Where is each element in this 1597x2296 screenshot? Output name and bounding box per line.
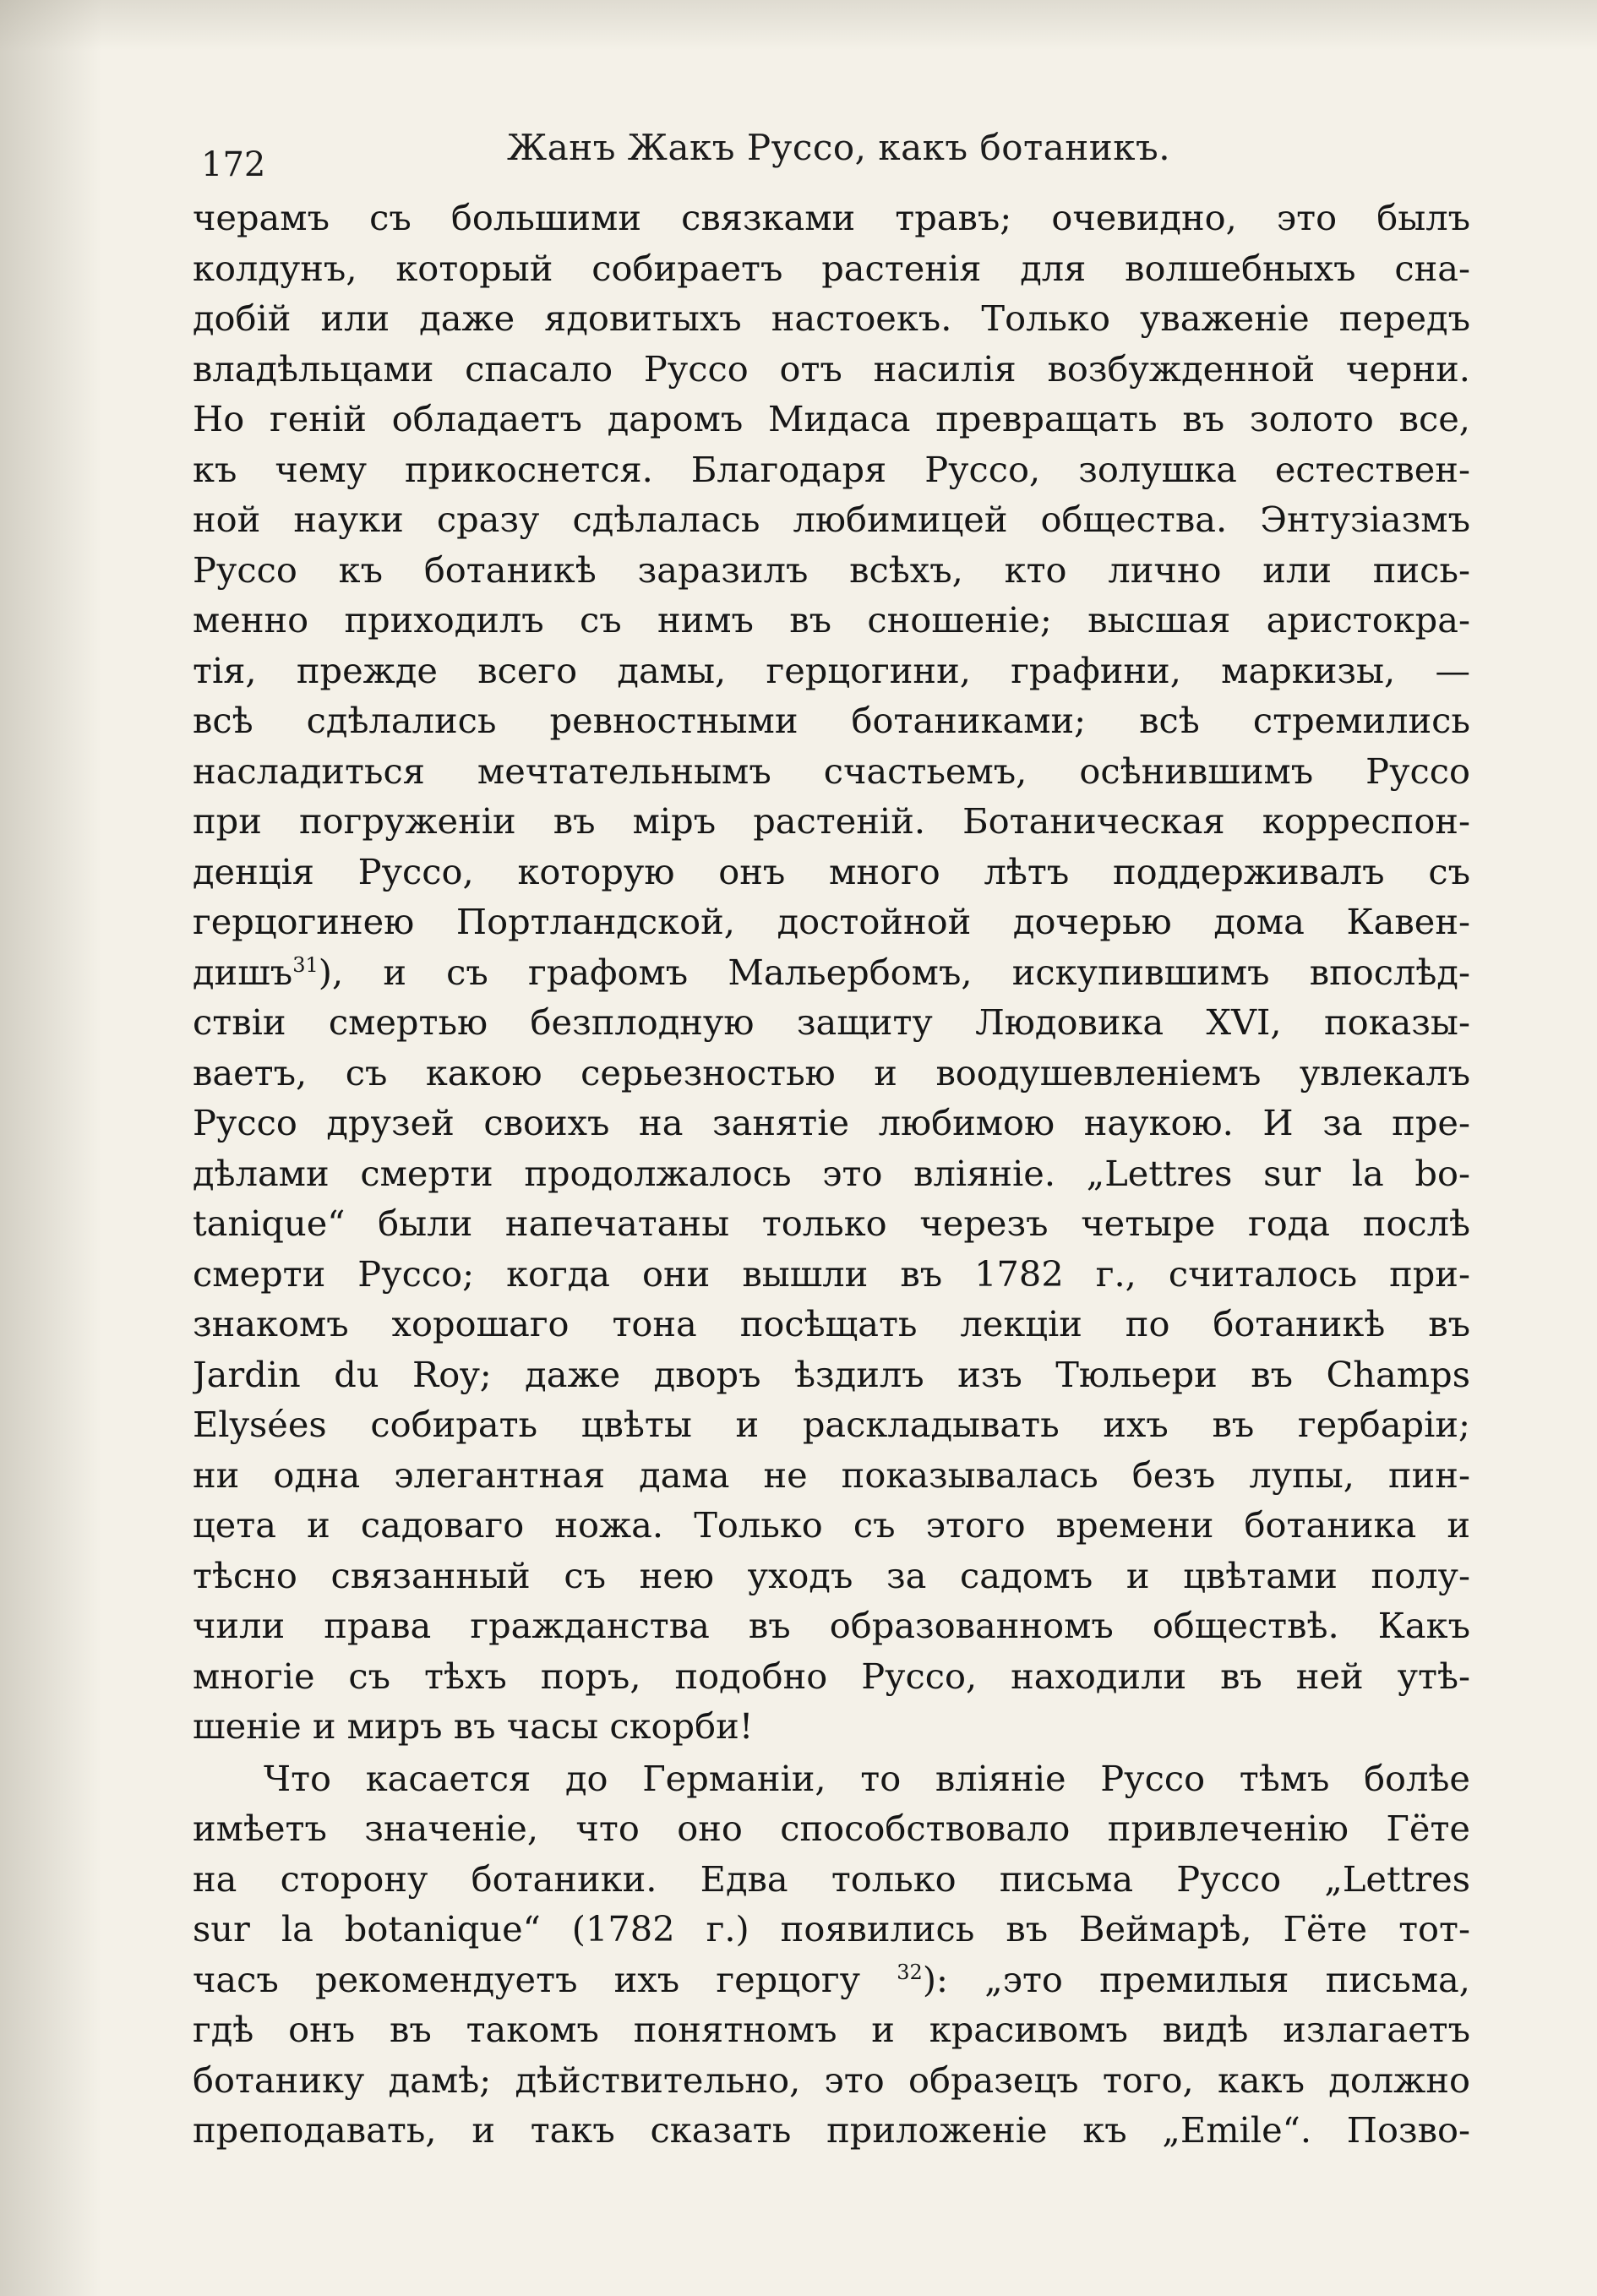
text-line: гдѣ онъ въ такомъ понятномъ и красивомъ видѣ излагаетъ <box>193 2009 1470 2050</box>
text-line: многіе съ тѣхъ поръ, подобно Руссо, находили въ ней утѣ- <box>193 1655 1470 1697</box>
text-line: Но геній обладаетъ даромъ Мидаса превращать въ золото все, <box>193 398 1470 439</box>
text-line: Руссо къ ботаникѣ заразилъ всѣхъ, кто лично или пись- <box>193 548 1470 591</box>
text-line: герцогинею Портландской, достойной дочерью дома Кавен- <box>193 901 1470 942</box>
text-line: черамъ съ большими связками травъ; очевидно, это былъ <box>193 197 1470 238</box>
text-line: при погруженіи въ міръ растеній. Ботаническая корреспон- <box>193 800 1470 842</box>
text-line: Руссо друзей своихъ на занятіе любимою наукою. И за пре- <box>193 1102 1470 1143</box>
text-line: всѣ сдѣлались ревностными ботаниками; всѣ стремились <box>193 700 1470 741</box>
page-body <box>193 193 1470 2156</box>
text-line: чили права гражданства въ образованномъ обществѣ. Какъ <box>193 1605 1470 1646</box>
text-line: насладиться мечтательнымъ счастьемъ, осѣнившимъ Руссо <box>193 750 1470 792</box>
text-line: ботанику дамѣ; дѣйствительно, это образецъ того, какъ должно <box>193 2059 1470 2101</box>
text-line: дѣлами смерти продолжалось это вліяніе. „Lettres sur la bo- <box>193 1152 1470 1194</box>
text-line: къ чему прикоснется. Благодаря Руссо, золушка естествен- <box>193 448 1470 490</box>
text-line: колдунъ, который собираетъ растенія для волшебныхъ сна- <box>193 247 1470 289</box>
text-line-with-footnote <box>193 1955 1470 2005</box>
text-line: Elysées собирать цвѣты и раскладывать ихъ въ гербаріи; <box>193 1404 1470 1445</box>
scan-shadow-left <box>0 0 101 2296</box>
text-line: имѣетъ значеніе, что оно способствовало привлеченію Гёте <box>193 1808 1470 1849</box>
text-line: знакомъ хорошаго тона посѣщать лекціи по ботаникѣ въ <box>193 1303 1470 1344</box>
text-line: ни одна элегантная дама не показывалась безъ лупы, пин- <box>193 1453 1470 1496</box>
text-line: ной науки сразу сдѣлалась любимицей общества. Энтузіазмъ <box>193 499 1470 540</box>
text-line: ствіи смертью безплодную защиту Людовика XVI, показы- <box>193 1001 1470 1043</box>
line-rest: ): „это премилыя письма, <box>922 1958 1470 2000</box>
text-line: смерти Руссо; когда они вышли въ 1782 г., считалось при- <box>193 1252 1470 1295</box>
line-rest: ), и съ графомъ Мальербомъ, искупившимъ впослѣд- <box>318 951 1470 993</box>
text-line: денція Руссо, которую онъ много лѣтъ поддерживалъ съ <box>193 850 1470 892</box>
text-line: цета и садоваго ножа. Только съ этого времени ботаника и <box>193 1504 1470 1546</box>
running-head: Жанъ Жакъ Руссо, какъ ботаникъ. <box>507 127 1171 168</box>
footnote-ref-31: 31 <box>292 952 319 977</box>
text-line: ваетъ, съ какою серьезностью и воодушевленіемъ увлекалъ <box>193 1051 1470 1093</box>
text-line: преподавать, и такъ сказать приложеніе къ „Emile“. Позво- <box>193 2109 1470 2151</box>
line-start: дишъ <box>193 951 293 993</box>
text-line: на сторону ботаники. Едва только письма Руссо „Lettres <box>193 1857 1470 1900</box>
page-number: 172 <box>201 145 266 184</box>
text-line: владѣльцами спасало Руссо отъ насилія возбужденной черни. <box>193 347 1470 390</box>
text-line: Jardin du Roy; даже дворъ ѣздилъ изъ Тюльери въ Champs <box>193 1353 1470 1395</box>
text-line: sur la botanique“ (1782 г.) появились въ Веймарѣ, Гёте тот- <box>193 1908 1470 1950</box>
line-start: часъ рекомендуетъ ихъ герцогу <box>193 1958 861 2000</box>
text-line: тія, прежде всего дамы, герцогини, графини, маркизы, — <box>193 649 1470 691</box>
footnote-ref-32: 32 <box>897 1960 923 1984</box>
text-line: добій или даже ядовитыхъ настоекъ. Только уваженіе передъ <box>193 297 1470 339</box>
text-line-with-footnote <box>193 947 1470 998</box>
page-header <box>194 127 1479 186</box>
text-line: тѣсно связанный съ нею уходъ за садомъ и цвѣтами полу- <box>193 1554 1470 1596</box>
text-line: tanique“ были напечатаны только черезъ четыре года послѣ <box>193 1203 1470 1244</box>
text-line: Что касается до Германіи, то вліяніе Руссо тѣмъ болѣе <box>264 1757 1470 1799</box>
text-line: шеніе и миръ въ часы скорби! <box>193 1705 754 1747</box>
scan-shadow-top <box>0 0 1597 51</box>
text-line: менно приходилъ съ нимъ въ сношеніе; высшая аристокра- <box>193 599 1470 641</box>
